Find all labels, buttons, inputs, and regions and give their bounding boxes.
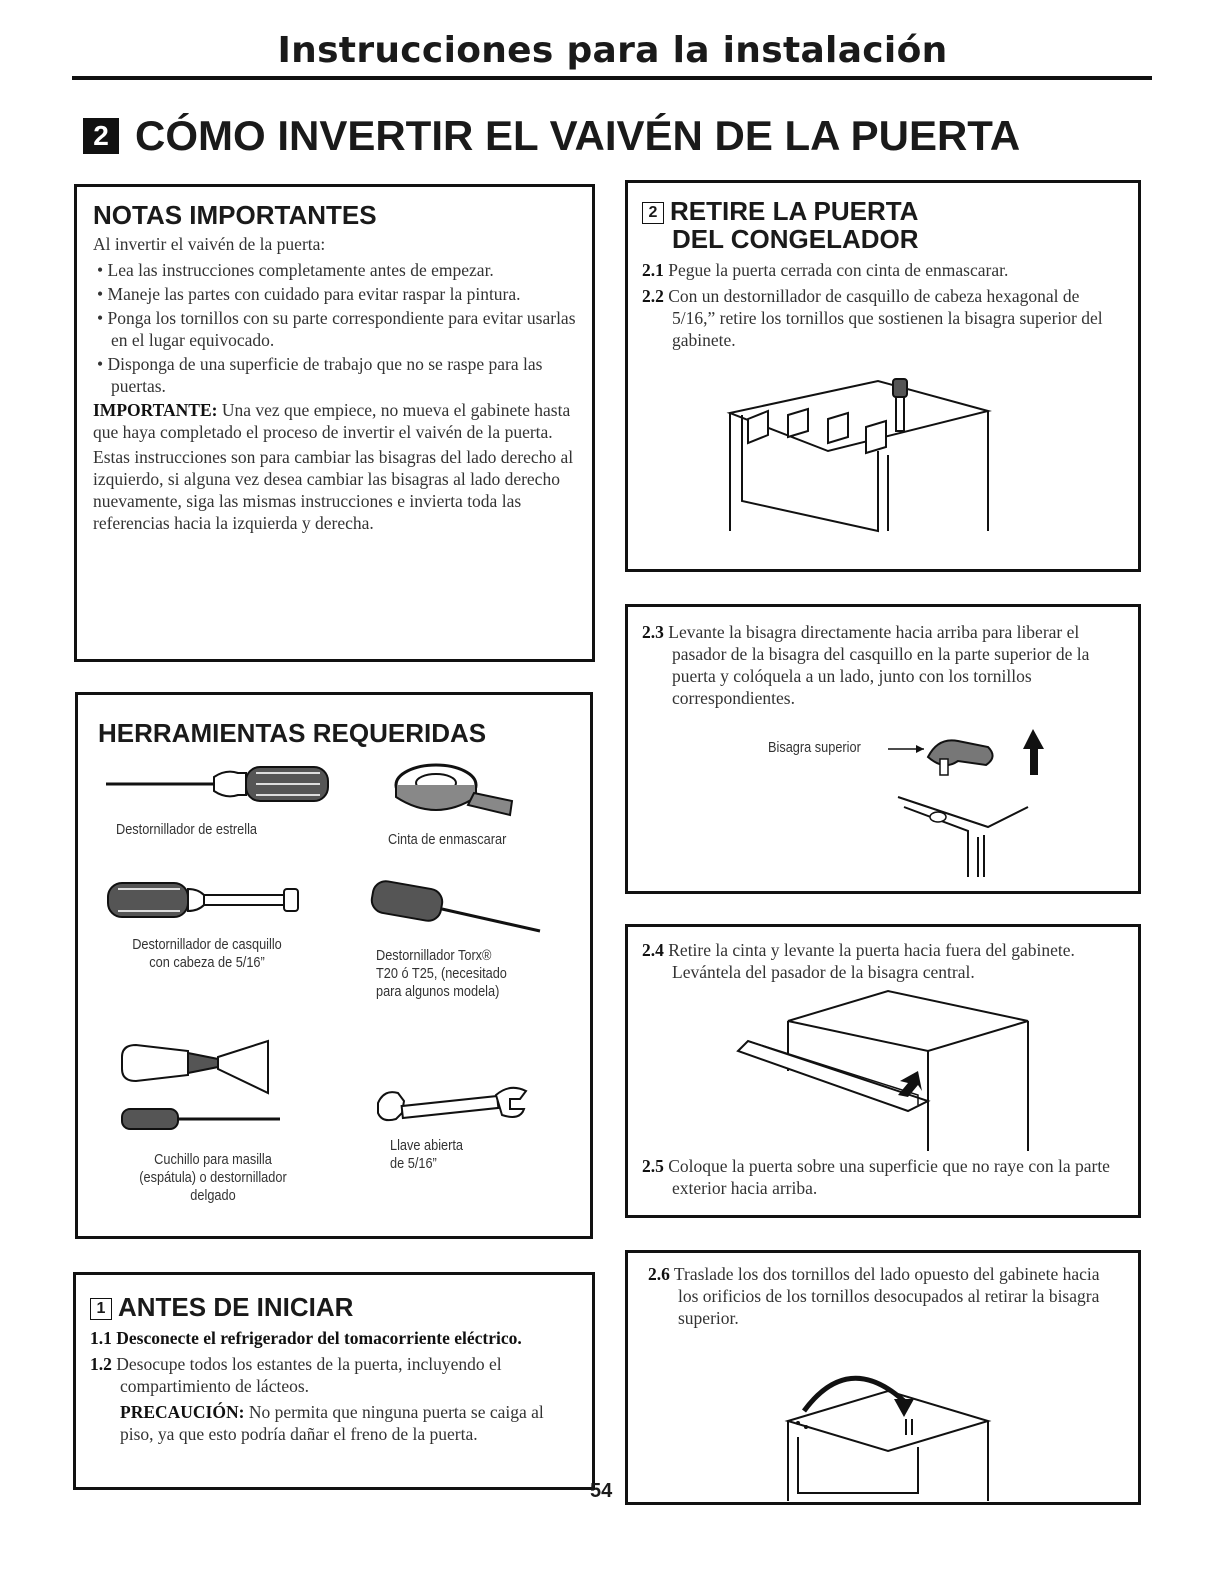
putty-knife-icon [118, 1035, 278, 1095]
important-text: Una vez que empiece, no mueva el gabinete hasta que haya completado el proceso de invertir el vaivén de la puerta. [93, 400, 571, 442]
important-notes-title: NOTAS IMPORTANTES [93, 200, 377, 230]
step-number: 2.3 [642, 622, 664, 642]
open-end-wrench-icon [374, 1083, 534, 1133]
thin-screwdriver-icon [120, 1107, 290, 1131]
step-number: 2.4 [642, 940, 664, 960]
caution-note [90, 1401, 578, 1445]
step-number: 1.2 [90, 1354, 112, 1374]
notes-closing: Estas instrucciones son para cambiar las bisagras del lado derecho al izquierdo, si alguna vez desea cambiar las bisagras al lado derecho nuevamente, siga las mismas instrucciones e invierta toda las referencias hacia la izquierda y derecha. [93, 447, 574, 533]
section-title [83, 112, 1020, 160]
page-header-title: Instrucciones para la instalación [277, 30, 948, 71]
step-text: Retire la cinta y levante la puerta hacia fuera del gabinete. Levántela del pasador de la bisagra central. [663, 940, 1075, 982]
step-2-4 [642, 939, 1124, 983]
caution-text: No permita que ninguna puerta se caiga al piso, ya que esto podría dañar el freno de la puerta. [120, 1402, 544, 1444]
step-number-badge: 2 [642, 202, 664, 224]
step-1-2 [90, 1353, 578, 1397]
torx-label-line: Destornillador Torx® [376, 947, 492, 964]
masking-tape-label: Cinta de enmascarar [388, 831, 507, 848]
remove-door-title-line: DEL CONGELADOR [672, 224, 919, 254]
required-tools-box [75, 692, 593, 1239]
important-label: IMPORTANTE: [93, 400, 218, 420]
remove-door-title-line: RETIRE LA PUERTA [670, 196, 919, 226]
caution-label: PRECAUCIÓN: [120, 1402, 245, 1422]
step-2-6-body [648, 1263, 1124, 1329]
freezer-top-illustration [728, 371, 998, 541]
step-number: 2.1 [642, 260, 664, 280]
header-rule [72, 76, 1152, 80]
list-item: • Lea las instrucciones completamente antes de empezar. [93, 259, 578, 281]
section-number-badge: 2 [83, 118, 119, 154]
list-item: • Maneje las partes con cuidado para evitar raspar la pintura. [93, 283, 578, 305]
notes-bullet-list [93, 259, 578, 397]
step-number: 1.1 [90, 1328, 112, 1348]
nut-driver-label-line: Destornillador de casquillo [132, 936, 282, 953]
putty-label-line: delgado [190, 1187, 236, 1204]
step-2-5 [642, 1155, 1124, 1199]
important-notes-box [74, 184, 595, 662]
lift-hinge-box [625, 604, 1141, 894]
open-end-wrench-label [390, 1137, 463, 1173]
lift-hinge-body [642, 621, 1124, 709]
step-2-4-body [642, 939, 1124, 983]
step-2-6 [648, 1263, 1124, 1329]
step-text: Con un destornillador de casquillo de cabeza hexagonal de 5/16,” retire los tornillos que sostienen la bisagra superior del gabinete. [663, 286, 1103, 350]
step-text: Coloque la puerta sobre una superficie que no raye con la parte exterior hacia arriba. [663, 1156, 1110, 1198]
before-starting-title-text: ANTES DE INICIAR [118, 1292, 354, 1322]
notes-important [93, 399, 578, 443]
section-title-text: CÓMO INVERTIR EL VAIVÉN DE LA PUERTA [135, 112, 1021, 159]
page-number: 54 [590, 1480, 613, 1502]
step-2-1 [642, 259, 1124, 281]
list-item: • Ponga los tornillos con su parte correspondiente para evitar usarlas en el lugar equivocado. [93, 307, 578, 351]
putty-knife-label [124, 1151, 303, 1205]
phillips-screwdriver-label: Destornillador de estrella [116, 821, 258, 838]
wrench-label-line: Llave abierta [390, 1137, 464, 1154]
torx-screwdriver-label [376, 947, 507, 1001]
before-starting-body [90, 1327, 578, 1445]
before-starting-title [90, 1293, 578, 1321]
nut-driver-icon [106, 875, 306, 925]
torx-label-line: T20 ó T25, (necesitado [376, 965, 507, 982]
important-notes-body [93, 233, 578, 534]
step-text: Pegue la puerta cerrada con cinta de enmascarar. [663, 260, 1009, 280]
step-number: 2.5 [642, 1156, 664, 1176]
remove-door-from-cabinet-box [625, 924, 1141, 1218]
move-screws-box [625, 1250, 1141, 1505]
torx-label-line: para algunos modela) [376, 983, 500, 1000]
screw-transfer-illustration [768, 1371, 1008, 1506]
top-hinge-illustration [868, 727, 1068, 877]
step-text: Desocupe todos los estantes de la puerta, incluyendo el compartimiento de lácteos. [111, 1354, 502, 1396]
step-text: Desconecte el refrigerador del tomacorriente eléctrico. [111, 1328, 522, 1348]
remove-door-body [642, 259, 1124, 351]
nut-driver-label-line: con cabeza de 5/16” [149, 954, 265, 971]
putty-label-line: Cuchillo para masilla [154, 1151, 272, 1168]
door-lift-illustration [728, 991, 1048, 1161]
required-tools-title: HERRAMIENTAS REQUERIDAS [98, 718, 487, 748]
remove-door-title [642, 197, 1124, 253]
step-2-3 [642, 621, 1124, 709]
step-number-badge: 1 [90, 1298, 112, 1320]
phillips-screwdriver-icon [106, 759, 336, 809]
step-number: 2.2 [642, 286, 664, 306]
before-starting-box [73, 1272, 595, 1490]
step-2-2 [642, 285, 1124, 351]
putty-label-line: (espátula) o destornillador [139, 1169, 287, 1186]
nut-driver-label [126, 936, 288, 972]
masking-tape-icon [388, 753, 518, 823]
step-2-5-body [642, 1155, 1124, 1203]
remove-freezer-door-box [625, 180, 1141, 572]
wrench-label-line: de 5/16” [390, 1155, 437, 1172]
notes-intro: Al invertir el vaivén de la puerta: [93, 234, 326, 254]
step-text: Traslade los dos tornillos del lado opuesto del gabinete hacia los orificios de los tornillos desocupados al retirar la bisagra superior. [669, 1264, 1100, 1328]
step-number: 2.6 [648, 1264, 670, 1284]
top-hinge-label: Bisagra superior [768, 739, 861, 756]
torx-screwdriver-icon [370, 881, 550, 941]
step-text: Levante la bisagra directamente hacia arriba para liberar el pasador de la bisagra del casquillo en la parte superior de la puerta y colóquela a un lado, junto con los tornillos correspondientes. [663, 622, 1090, 708]
step-1-1 [90, 1327, 578, 1349]
list-item: • Disponga de una superficie de trabajo que no se raspe para las puertas. [93, 353, 578, 397]
